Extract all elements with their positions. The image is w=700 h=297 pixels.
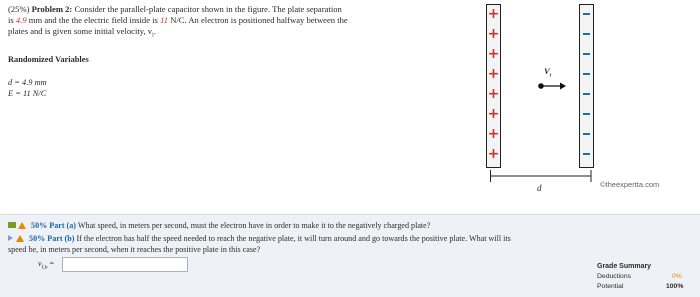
part-a-row[interactable] <box>8 220 688 231</box>
part-a-label: Part (a) <box>49 221 76 230</box>
problem-line-3 <box>8 26 448 42</box>
variable-d: d = 4.9 mm <box>8 78 47 87</box>
problem-text-2a: is <box>8 15 14 25</box>
potential-value: 100% <box>666 283 684 290</box>
problem-line-1 <box>8 4 448 15</box>
minus-sign <box>583 73 590 75</box>
positive-plate <box>486 4 501 168</box>
minus-sign <box>583 93 590 95</box>
velocity-arrow-head <box>560 83 566 90</box>
problem-text-3-end: . <box>153 26 156 36</box>
plus-sign: + <box>487 106 500 122</box>
plate-separation-value: 4.9 <box>15 15 27 25</box>
plus-sign: + <box>487 86 500 102</box>
part-b-percent: 50% <box>29 234 46 243</box>
part-b-question-2: speed be, in meters per second, when it reaches the positive plate in this case? <box>8 245 261 254</box>
problem-text-2b: mm and the the electric field inside is <box>28 15 158 25</box>
minus-sign <box>583 53 590 55</box>
part-b-question-1: If the electron has half the speed needed to reach the negative plate, it will turn around and go towards the positive plate. What will its <box>76 234 511 243</box>
deductions-label: Deductions <box>597 273 632 280</box>
field-value: 11 <box>160 15 169 25</box>
part-b-row[interactable] <box>8 233 696 244</box>
part-a-check-icon <box>8 222 16 228</box>
plus-sign: + <box>487 6 500 22</box>
velocity-label: $V_i$ <box>544 66 552 79</box>
part-a-question: What speed, in meters per second, must the electron have in order to make it to the negatively charged plate? <box>77 221 431 230</box>
variable-e: E = 11 N/C <box>8 89 47 98</box>
problem-statement <box>8 4 448 42</box>
minus-sign <box>583 133 590 135</box>
plus-sign: + <box>487 26 500 42</box>
dimension-line <box>490 170 592 184</box>
velocity-subscript: i <box>152 32 154 39</box>
problem-text-1: Consider the parallel-plate capacitor shown in the figure. The plate separation <box>74 4 342 14</box>
part-b-label: Part (b) <box>47 234 75 243</box>
problem-text-3: plates and is given some initial velocity, v <box>8 26 153 36</box>
minus-sign <box>583 113 590 115</box>
answer-input[interactable] <box>62 257 188 272</box>
copyright-credit: ©theexpertta.com <box>600 180 660 189</box>
warning-icon <box>16 235 24 242</box>
warning-icon <box>18 222 26 229</box>
problem-text-2c: N/C. An electron is positioned halfway between the <box>170 15 348 25</box>
part-a-percent: 50% <box>31 221 48 230</box>
problem-label: Problem 2: <box>31 4 73 14</box>
negative-plate <box>579 4 594 168</box>
answer-label: $v_{f,b}$ = <box>38 259 55 271</box>
minus-sign <box>583 33 590 35</box>
randomized-variables-title: Randomized Variables <box>8 55 89 64</box>
deductions-value: 0% <box>672 273 682 280</box>
minus-sign <box>583 153 590 155</box>
minus-sign <box>583 13 590 15</box>
plus-sign: + <box>487 126 500 142</box>
potential-label: Potential <box>597 283 624 290</box>
plus-sign: + <box>487 66 500 82</box>
problem-line-2 <box>8 15 448 26</box>
separation-label-d: d <box>537 183 542 193</box>
grade-summary-title: Grade Summary <box>597 263 652 270</box>
parts-panel <box>0 214 700 297</box>
plus-sign: + <box>487 146 500 162</box>
current-part-pointer-icon <box>8 235 13 241</box>
problem-weight: (25%) <box>8 4 30 14</box>
plus-sign: + <box>487 46 500 62</box>
